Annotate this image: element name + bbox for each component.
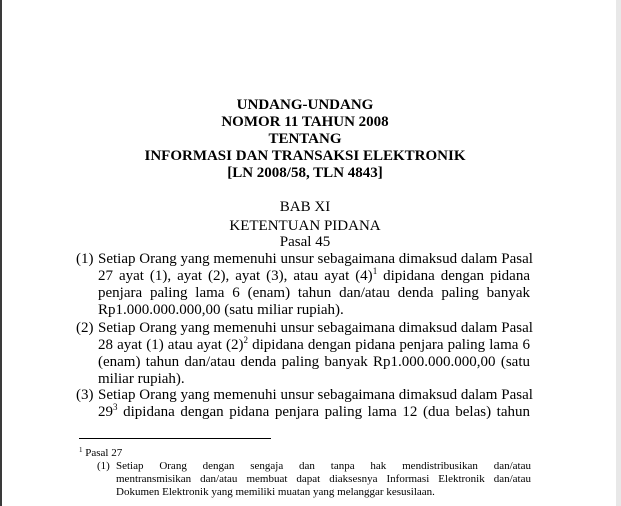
title-line-5: [LN 2008/58, TLN 4843] [227, 165, 383, 181]
chapter-number: BAB XI [279, 199, 331, 215]
footnote-line: Setiap Orang dengan sengaja dan tanpa hak mendistribusikan dan/atau [116, 460, 531, 472]
footnote-line: mentransmisikan dan/atau membuat dapat diaksesnya Informasi Elektronik dan/atau [116, 473, 531, 485]
paragraph-line: Setiap Orang yang memenuhi unsur sebagaimana dimaksud dalam Pasal [98, 320, 533, 336]
paragraph-line: Rp1.000.000.000,00 (satu miliar rupiah). [98, 302, 344, 318]
title-line-3: TENTANG [268, 131, 342, 147]
document-page [2, 0, 616, 506]
paragraph-line: Setiap Orang yang memenuhi unsur sebagaimana dimaksud dalam Pasal [98, 251, 533, 267]
paragraph-line: (enam) tahun dan/atau denda paling banyak Rp1.000.000.000,00 (satu [98, 354, 530, 370]
paragraph-line [98, 337, 530, 354]
chapter-title: KETENTUAN PIDANA [229, 218, 381, 234]
footnote-marker: 1 [79, 446, 83, 454]
title-line-2: NOMOR 11 TAHUN 2008 [221, 114, 389, 130]
footnote-line: Dokumen Elektronik yang memiliki muatan yang melanggar kesusilaan. [116, 486, 435, 498]
footnote-item [97, 460, 531, 499]
paragraph-3 [76, 387, 533, 421]
paragraph-line: penjara paling lama 6 (enam) tahun dan/atau denda paling banyak [98, 285, 530, 301]
footnote-ref-1[interactable]: 1 [372, 266, 378, 276]
article-heading: Pasal 45 [279, 234, 331, 250]
footnote-ref-3[interactable]: 3 [113, 402, 118, 412]
paragraph-line: miliar rupiah). [98, 371, 185, 387]
document-title [2, 97, 608, 182]
text-run: 29 [98, 404, 113, 420]
text-run: dipidana dengan pidana penjara paling lama 6 [252, 337, 531, 353]
footnote-heading [79, 447, 122, 460]
paragraph-1 [76, 251, 533, 319]
text-run: 28 ayat (1) atau ayat (2) [98, 337, 244, 353]
footnote-ref-2[interactable]: 2 [243, 335, 248, 345]
footnote-separator [79, 438, 271, 439]
text-run: dipidana dengan pidana penjara paling lama 12 (dua belas) tahun [123, 404, 531, 420]
viewer-scrollbar-track[interactable] [616, 0, 621, 506]
paragraph-2 [76, 320, 533, 388]
footnote-item-number: (1) [97, 460, 110, 472]
paragraph-line [98, 268, 530, 285]
text-run: dipidana dengan pidana [383, 268, 530, 284]
paragraph-number: (1) [76, 251, 94, 267]
paragraph-number: (2) [76, 320, 94, 336]
title-line-4: INFORMASI DAN TRANSAKSI ELEKTRONIK [144, 148, 466, 164]
paragraph-line: Setiap Orang yang memenuhi unsur sebagaimana dimaksud dalam Pasal [98, 387, 533, 403]
paragraph-line [98, 404, 530, 421]
title-line-1: UNDANG-UNDANG [236, 97, 374, 113]
paragraph-number: (3) [76, 387, 94, 403]
footnote-heading-text: Pasal 27 [85, 447, 123, 459]
text-run: 27 ayat (1), ayat (2), ayat (3), atau ayat (4) [98, 268, 373, 284]
